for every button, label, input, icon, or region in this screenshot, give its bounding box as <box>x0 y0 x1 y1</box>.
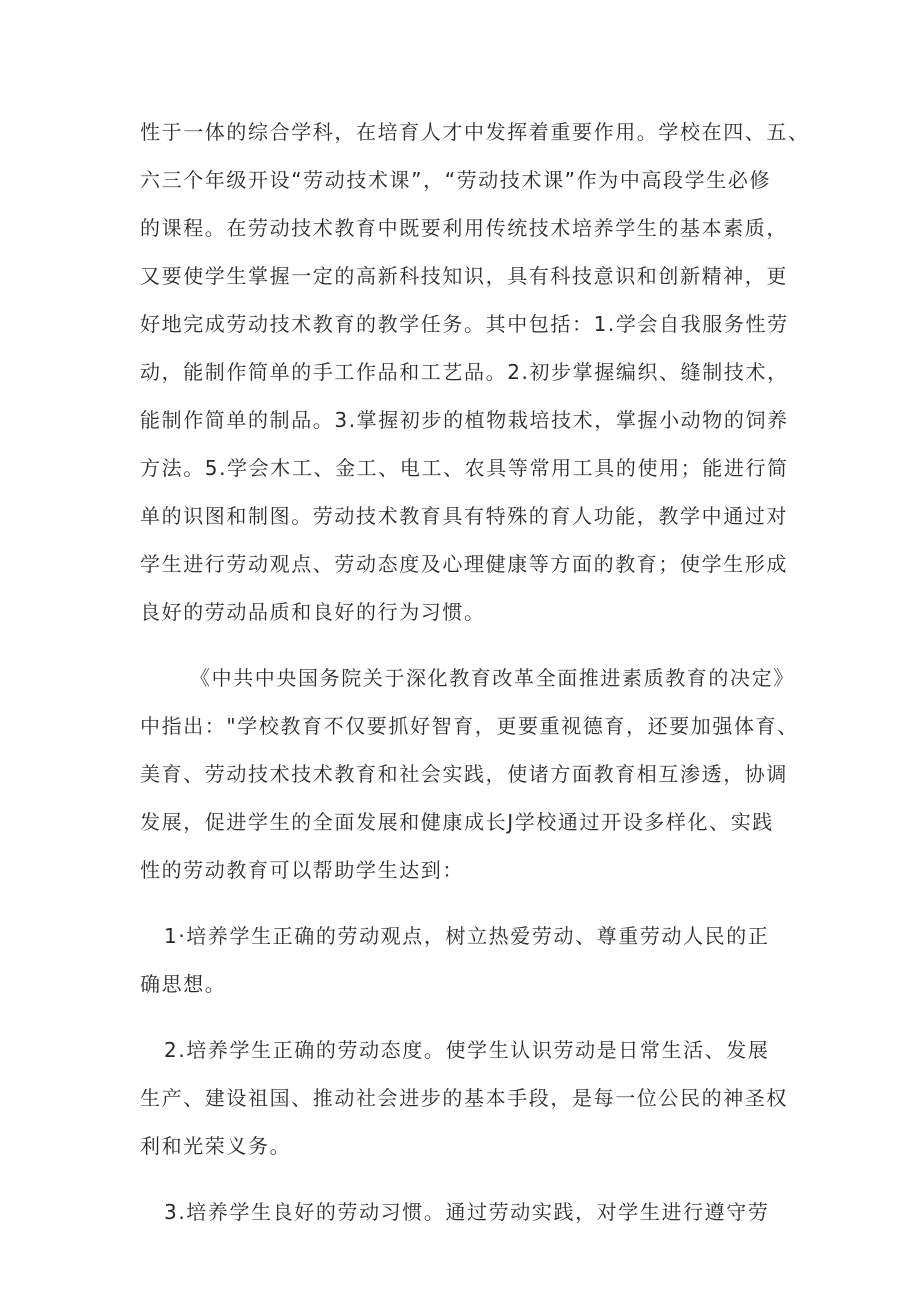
text-line: 生产、建设祖国、推动社会进步的基本手段，是每一位公民的神圣权 <box>140 1086 788 1110</box>
text-line: 《中共中央国务院关于深化教育改革全面推进素质教育的决定》 <box>190 666 795 690</box>
paragraph-gap <box>140 636 820 654</box>
text-line: 美育、劳动技术技术教育和社会实践，使诸方面教育相互渗透，协调 <box>140 762 788 786</box>
text-line: 好地完成劳动技术教育的教学任务。其中包括：1.学会自我服务性劳 <box>140 312 789 336</box>
text-line: 又要使学生掌握一定的高新科技知识，具有科技意识和创新精神，更 <box>140 264 788 288</box>
paragraph-course-overview <box>140 108 820 636</box>
document-page <box>140 108 820 1236</box>
text-line: 1·培养学生正确的劳动观点，树立热爱劳动、尊重劳动人民的正 <box>164 924 770 948</box>
text-line: 能制作简单的制品。3.掌握初步的植物栽培技术，掌握小动物的饲养 <box>140 408 789 432</box>
paragraph-gap <box>140 1008 820 1026</box>
text-line: 六三个年级开设“劳动技术课”，“劳动技术课”作为中高段学生必修 <box>140 168 772 192</box>
text-line: 方法。5.学会木工、金工、电工、农具等常用工具的使用；能进行简 <box>140 456 789 480</box>
text-line: 性的劳动教育可以帮助学生达到： <box>140 858 464 882</box>
text-line: 发展，促进学生的全面发展和健康成长J学校通过开设多样化、实践 <box>140 810 774 834</box>
text-line: 的课程。在劳动技术教育中既要利用传统技术培养学生的基本素质， <box>140 216 788 240</box>
text-line: 利和光荣义务。 <box>140 1134 292 1158</box>
text-line: 动，能制作简单的手工作品和工艺品。2.初步掌握编织、缝制技术， <box>140 360 789 384</box>
paragraph-gap <box>140 1170 820 1188</box>
text-line: 2.培养学生正确的劳动态度。使学生认识劳动是日常生活、发展 <box>164 1038 770 1062</box>
paragraph-gap <box>140 894 820 912</box>
text-line: 单的识图和制图。劳动技术教育具有特殊的育人功能，教学中通过对 <box>140 504 788 528</box>
text-line: 学生进行劳动观点、劳动态度及心理健康等方面的教育；使学生形成 <box>140 552 788 576</box>
paragraph-policy-quote <box>140 654 820 894</box>
paragraph-item-3 <box>140 1188 820 1236</box>
text-line: 3.培养学生良好的劳动习惯。通过劳动实践，对学生进行遵守劳 <box>164 1200 770 1224</box>
text-line: 确思想。 <box>140 972 227 996</box>
text-line: 良好的劳动品质和良好的行为习惯。 <box>140 600 486 624</box>
paragraph-item-1 <box>140 912 820 1008</box>
paragraph-item-2 <box>140 1026 820 1170</box>
text-line: 中指出："学校教育不仅要抓好智育，更要重视德育，还要加强体育、 <box>140 714 799 738</box>
text-line: 性于一体的综合学科，在培育人才中发挥着重要作用。学校在四、五、 <box>140 120 810 144</box>
